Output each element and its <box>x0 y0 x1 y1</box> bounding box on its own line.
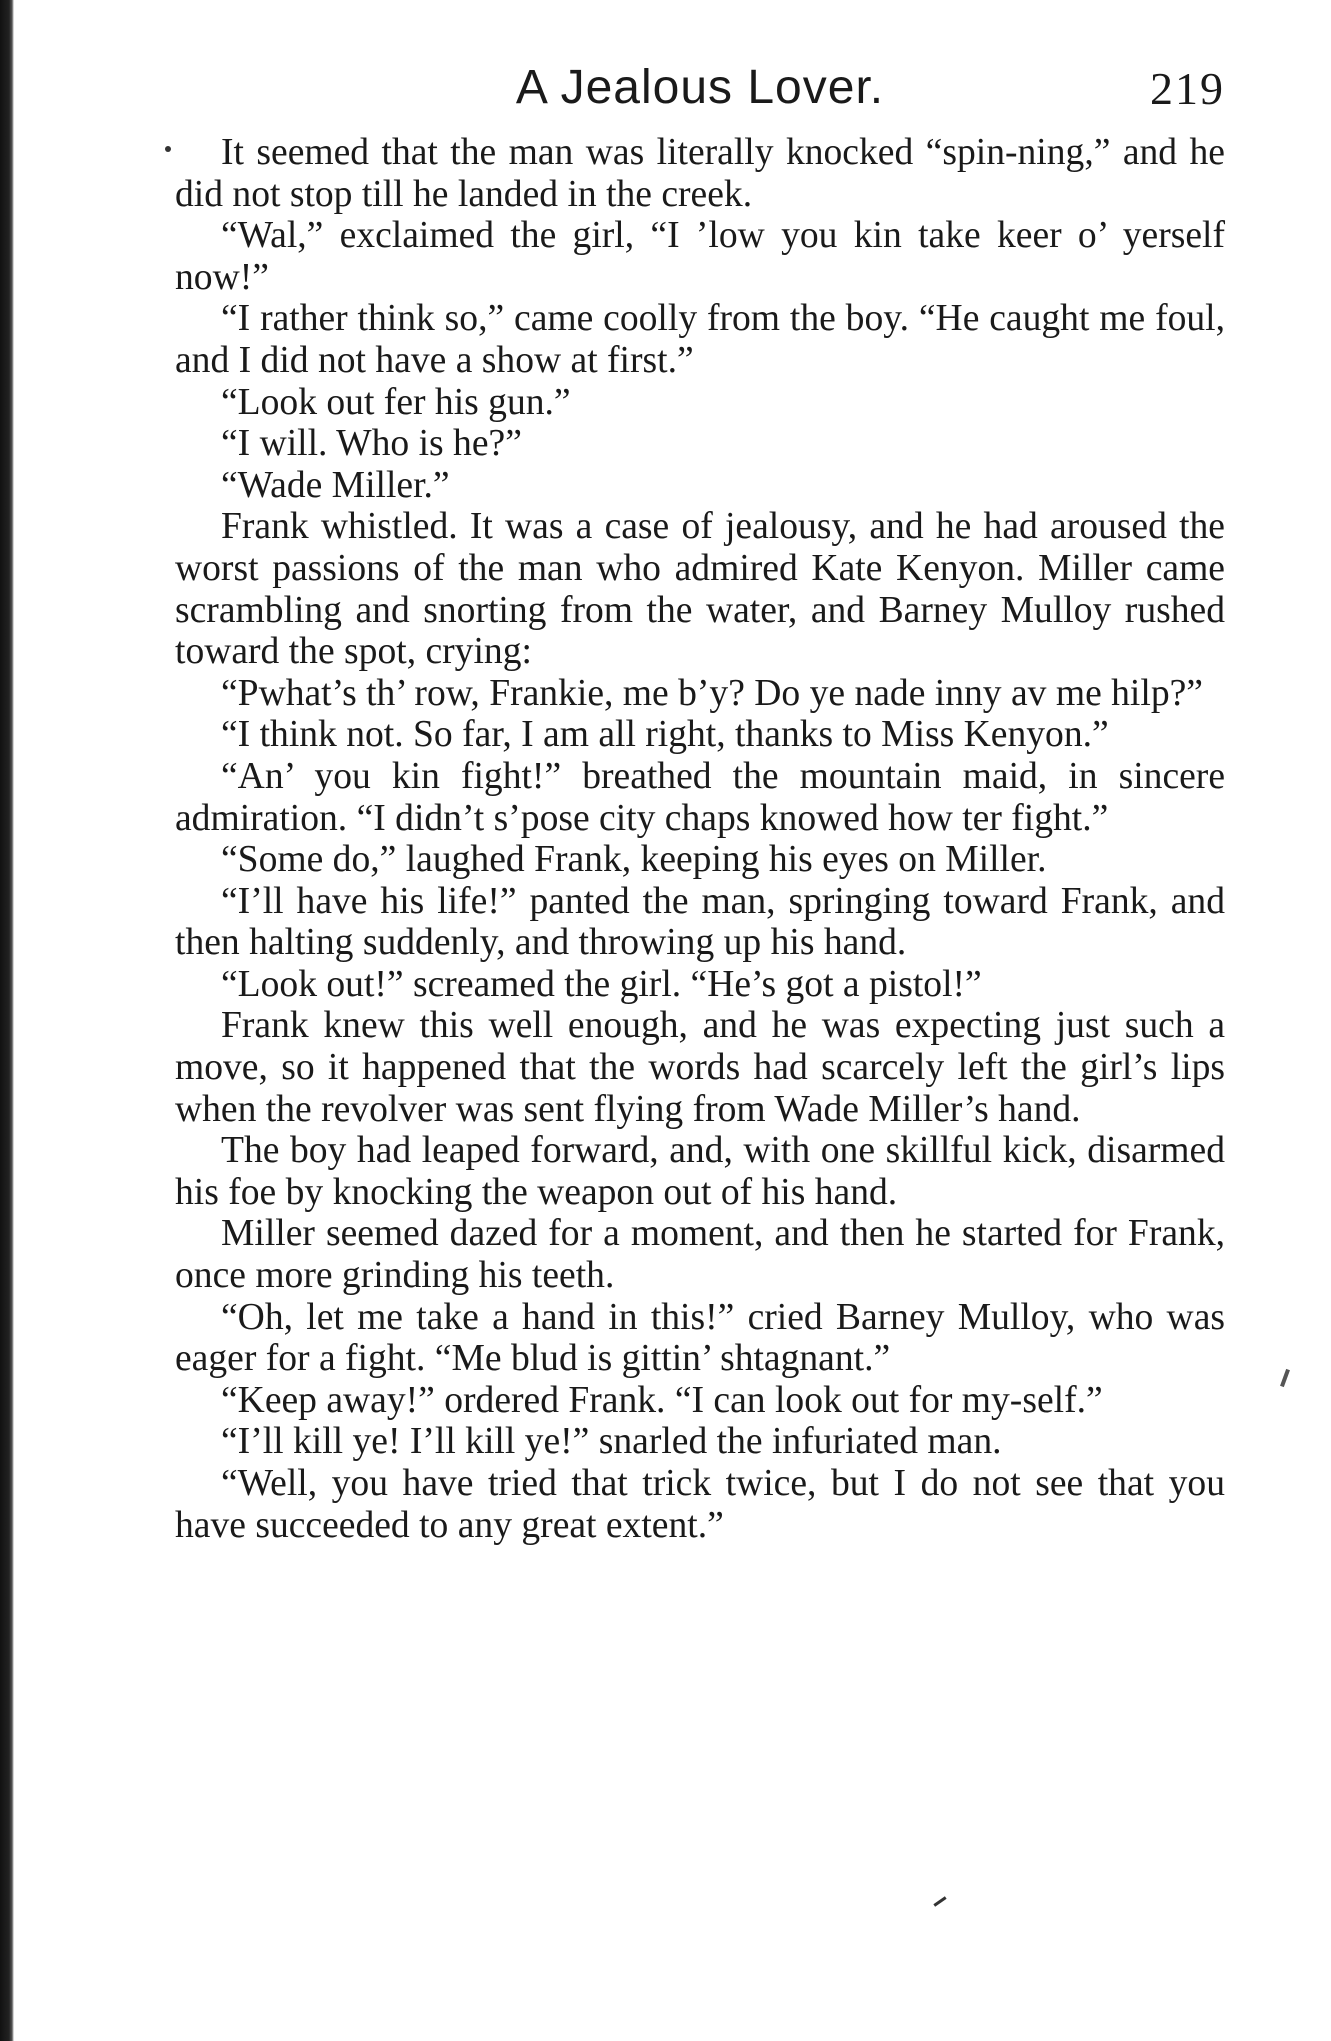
paragraph: “I think not. So far, I am all right, thanks to Miss Kenyon.” <box>221 714 1109 756</box>
running-head <box>175 60 1225 132</box>
body-text <box>175 132 1225 1546</box>
paragraph: Frank knew this well enough, and he was expecting just such a move, so it happened that the words had scarcely left the girl’s lips when the revolver was sent flying from Wade Miller’s hand. <box>175 1005 1225 1130</box>
ink-speck <box>1280 1369 1290 1387</box>
paragraph: “Pwhat’s th’ row, Frankie, me b’y? Do ye nade inny av me hilp?” <box>221 672 1203 714</box>
paragraph: It seemed that the man was literally knocked “spin-ning,” and he did not stop till he landed in the creek. <box>175 132 1225 215</box>
paragraph: “I rather think so,” came coolly from the boy. “He caught me foul, and I did not have a show at first.” <box>175 298 1225 381</box>
paragraph: “I will. Who is he?” <box>221 423 522 465</box>
chapter-title: A Jealous Lover. <box>515 61 885 114</box>
paragraph: “Well, you have tried that trick twice, but I do not see that you have succeeded to any great extent.” <box>175 1463 1225 1546</box>
paragraph: “Look out!” screamed the girl. “He’s got a pistol!” <box>221 963 982 1005</box>
page-binding-edge <box>0 0 14 2041</box>
book-page <box>175 60 1225 1546</box>
paragraph: “Look out fer his gun.” <box>221 381 571 423</box>
ink-speck <box>933 1896 946 1906</box>
paragraph: “I’ll kill ye! I’ll kill ye!” snarled the infuriated man. <box>221 1421 1002 1463</box>
paragraph: “Some do,” laughed Frank, keeping his eyes on Miller. <box>221 839 1047 881</box>
paragraph: “Wade Miller.” <box>221 464 450 506</box>
paragraph: “I’ll have his life!” panted the man, springing toward Frank, and then halting suddenly, and throwing up his hand. <box>175 880 1225 964</box>
paragraph: “Oh, let me take a hand in this!” cried Barney Mulloy, who was eager for a fight. “Me blud is gittin’ shtagnant.” <box>175 1296 1225 1380</box>
paragraph: “Keep away!” ordered Frank. “I can look out for my-self.” <box>221 1379 1103 1421</box>
paragraph: Miller seemed dazed for a moment, and then he started for Frank, once more grinding his teeth. <box>175 1213 1225 1297</box>
paragraph: “An’ you kin fight!” breathed the mountain maid, in sincere admiration. “I didn’t s’pose city chaps knowed how ter fight.” <box>175 755 1225 839</box>
paragraph: Frank whistled. It was a case of jealousy, and he had aroused the worst passions of the man who admired Kate Kenyon. Miller came scrambling and snorting from the water, and Barney Mulloy rushed toward the spot, crying: <box>175 506 1225 673</box>
ink-speck <box>165 146 171 152</box>
paragraph: “Wal,” exclaimed the girl, “I ’low you kin take keer o’ yerself now!” <box>175 215 1225 298</box>
page-number: 219 <box>1150 63 1225 114</box>
paragraph: The boy had leaped forward, and, with one skillful kick, disarmed his foe by knocking the weapon out of his hand. <box>175 1130 1225 1213</box>
